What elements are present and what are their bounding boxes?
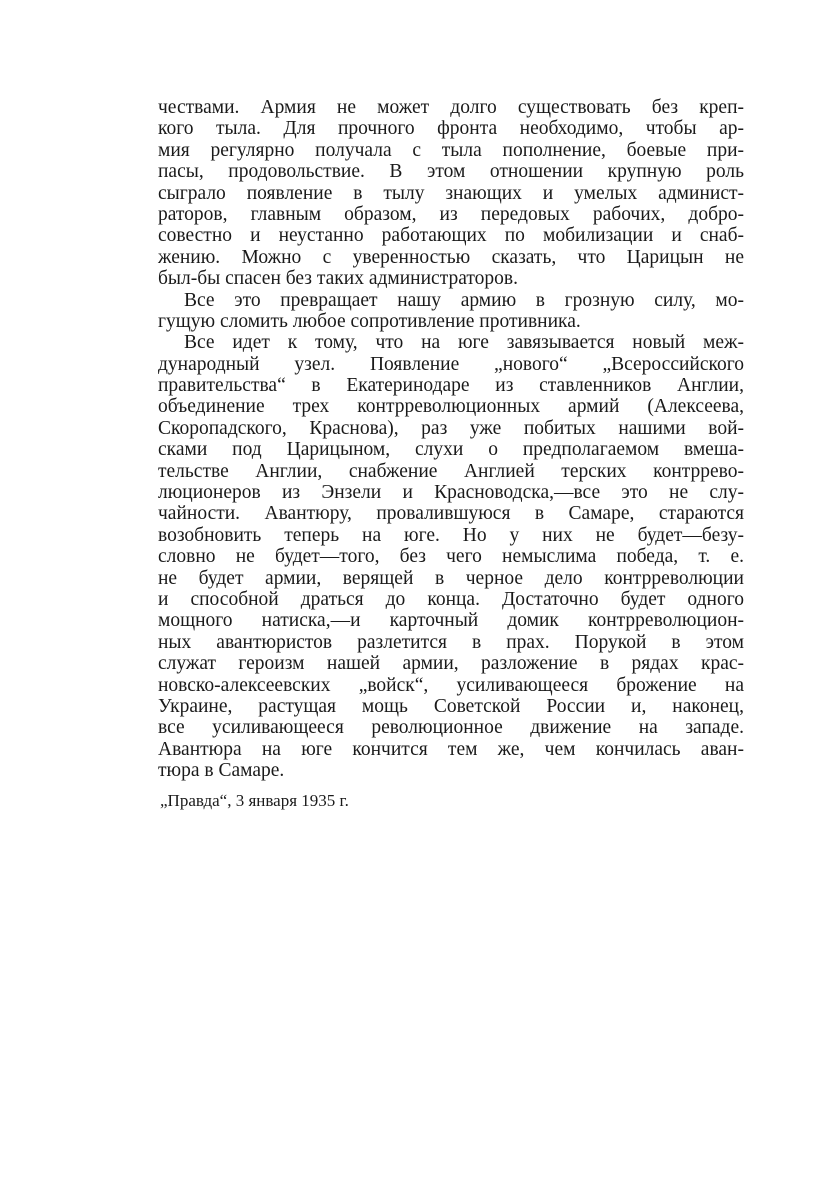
text-line: сыграло появление в тылу знающих и умелых админист- xyxy=(158,182,744,204)
text-line: возобновить теперь на юге. Но у них не будет—безу- xyxy=(158,524,744,546)
text-line: ных авантюристов разлетится в прах. Порукой в этом xyxy=(158,631,744,653)
text-line: кого тыла. Для прочного фронта необходимо, чтобы ар- xyxy=(158,118,744,140)
text-line: не будет армии, верящей в черное дело контрреволюции xyxy=(158,567,744,589)
paragraph xyxy=(158,332,744,781)
text-line: сками под Царицыном, слухи о предполагаемом вмеша- xyxy=(158,439,744,461)
text-line: жению. Можно с уверенностью сказать, что Царицын не xyxy=(158,246,744,268)
text-line: пасы, продовольствие. В этом отношении крупную роль xyxy=(158,161,744,183)
text-line: раторов, главным образом, из передовых рабочих, добро- xyxy=(158,203,744,225)
text-line: мощного натиска,—и карточный домик контрреволюцион- xyxy=(158,610,744,632)
text-line: мия регулярно получала с тыла пополнение, боевые при- xyxy=(158,139,744,161)
text-line: совестно и неустанно работающих по мобилизации и снаб- xyxy=(158,225,744,247)
paragraph xyxy=(158,290,744,333)
text-line: новско-алексеевских „войск“, усиливающееся брожение на xyxy=(158,674,744,696)
source-citation: „Правда“, 3 января 1935 г. xyxy=(160,791,349,810)
text-line: все усиливающееся революционное движение на западе. xyxy=(158,717,744,739)
text-line: Украине, растущая мощь Советской России и, наконец, xyxy=(158,695,744,717)
text-line: словно не будет—того, без чего немыслима победа, т. е. xyxy=(158,546,744,568)
text-line: гущую сломить любое сопротивление противника. xyxy=(158,310,581,332)
text-line: правительства“ в Екатеринодаре из ставленников Англии, xyxy=(158,375,744,397)
text-line: дународный узел. Появление „нового“ „Всероссийского xyxy=(158,353,744,375)
text-line: и способной драться до конца. Достаточно будет одного xyxy=(158,588,744,610)
text-line: служат героизм нашей армии, разложение в рядах крас- xyxy=(158,653,744,675)
text-line: объединение трех контрреволюционных армий (Алексеева, xyxy=(158,396,744,418)
text-line: был-бы спасен без таких администраторов. xyxy=(158,268,518,290)
text-line: тюра в Самаре. xyxy=(158,760,285,782)
body-text xyxy=(158,97,744,782)
paragraph xyxy=(158,97,744,290)
text-line: Все это превращает нашу армию в грозную силу, мо- xyxy=(184,289,744,311)
text-line: чествами. Армия не может долго существовать без креп- xyxy=(158,97,744,118)
text-line: люционеров из Энзели и Красноводска,—все это не слу- xyxy=(158,482,744,504)
text-line: чайности. Авантюру, провалившуюся в Самаре, стараются xyxy=(158,503,744,525)
text-line: Все идет к тому, что на юге завязывается новый меж- xyxy=(184,332,744,354)
text-line: Скоропадского, Краснова), раз уже побитых нашими вой- xyxy=(158,417,744,439)
text-line: тельстве Англии, снабжение Англией терских контррево- xyxy=(158,460,744,482)
text-line: Авантюра на юге кончится тем же, чем кончилась аван- xyxy=(158,738,744,760)
